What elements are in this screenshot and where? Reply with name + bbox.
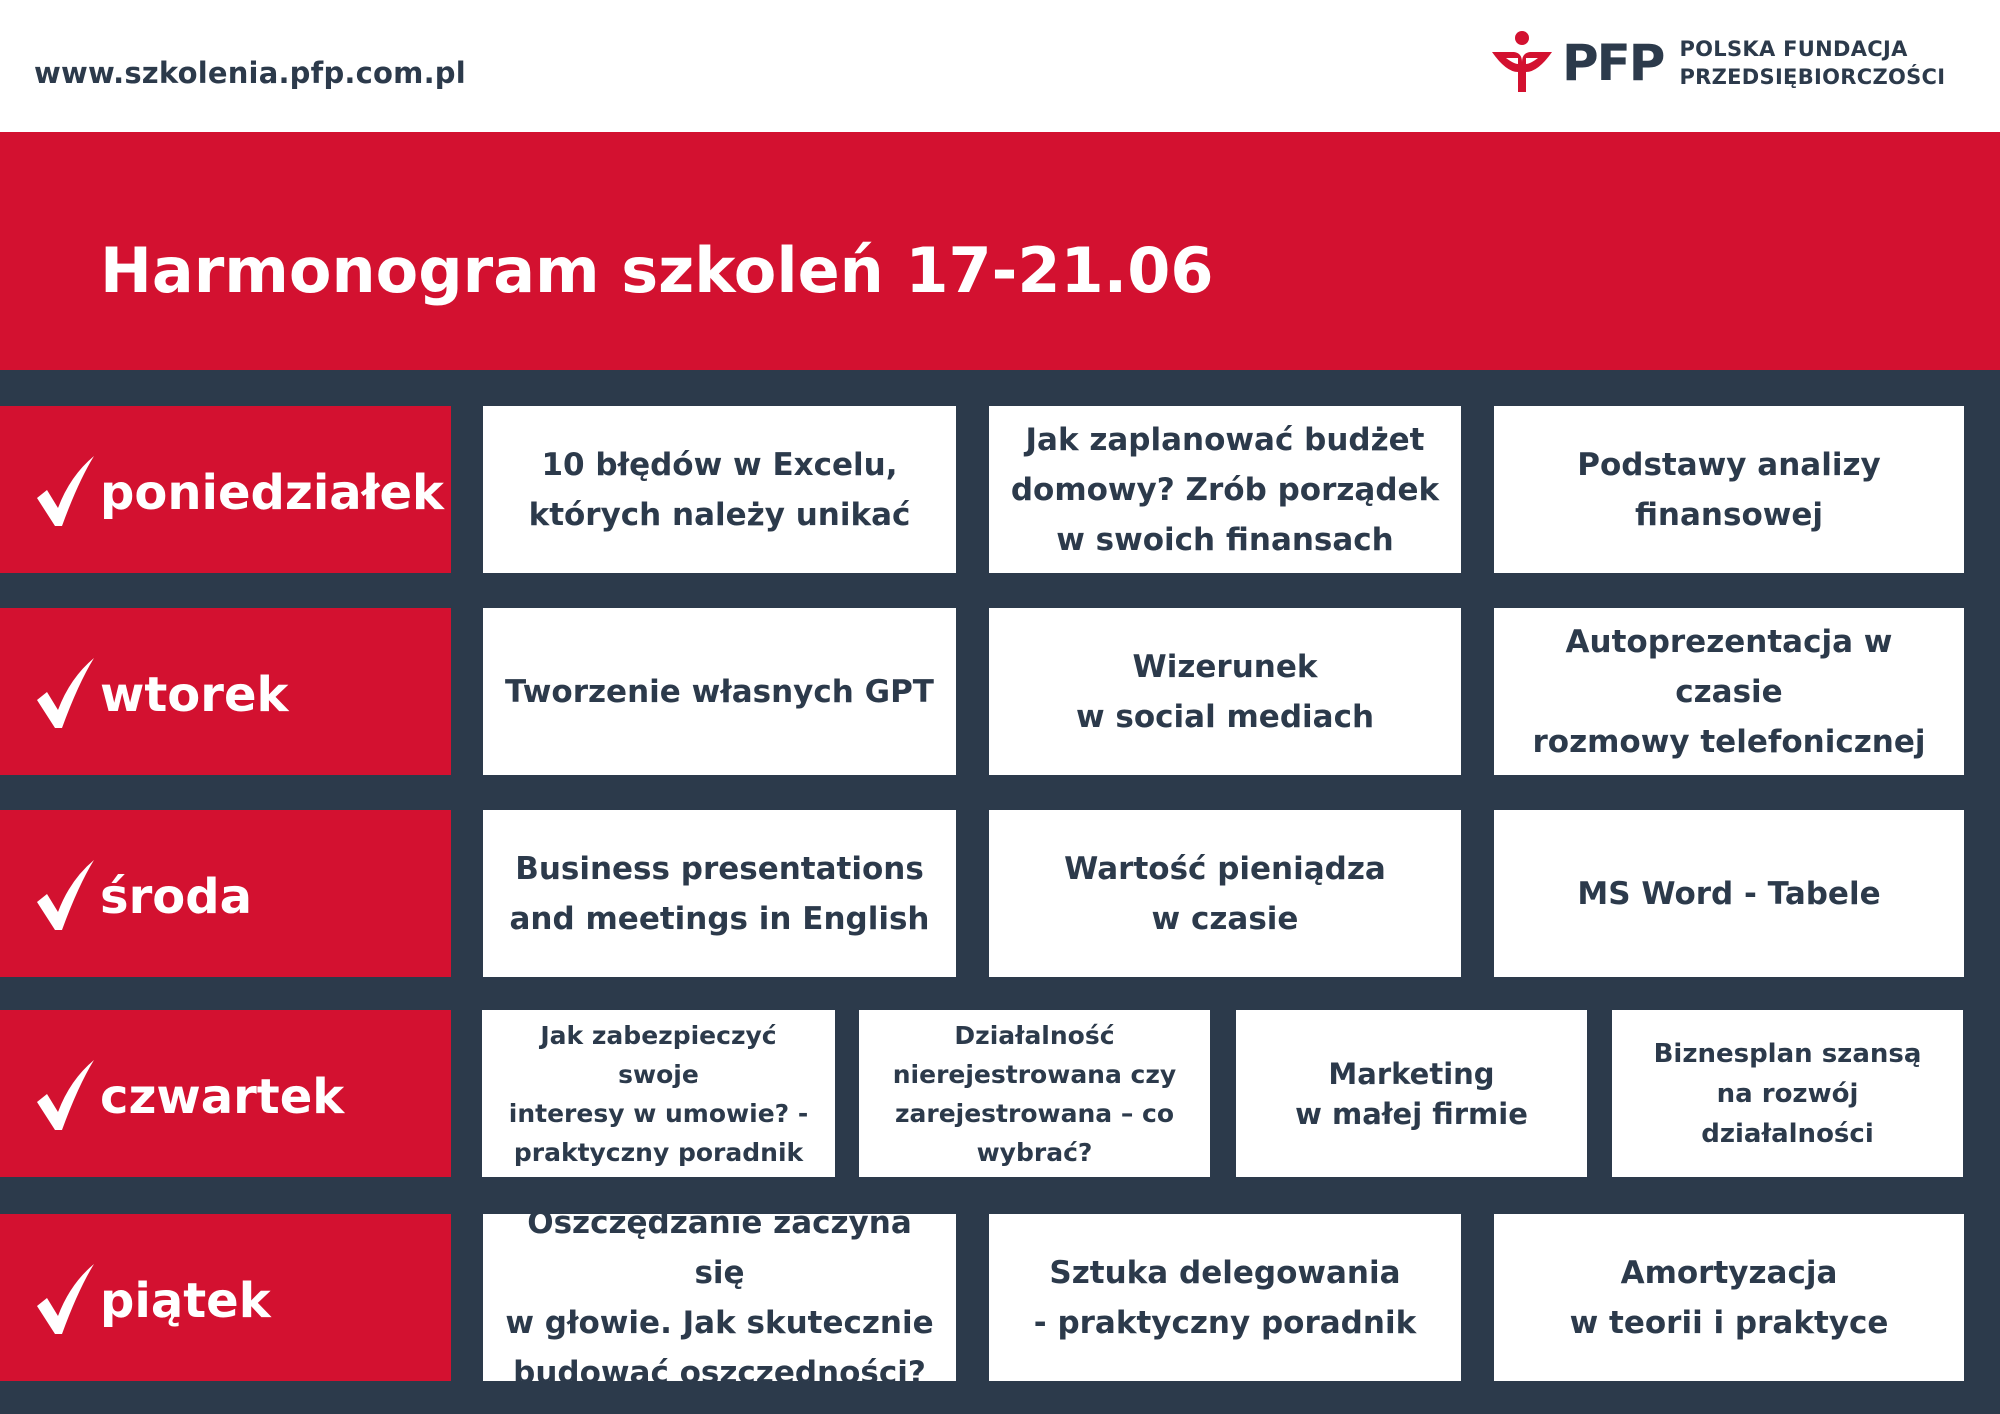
day-label: czwartek <box>100 1068 345 1125</box>
training-card[interactable]: Oszczędzanie zaczyna się w głowie. Jak skutecznie budować oszczędności? <box>483 1214 956 1381</box>
training-card[interactable]: Biznesplan szansą na rozwój działalności <box>1612 1010 1963 1177</box>
day-thursday <box>0 1010 451 1177</box>
website-url[interactable]: www.szkolenia.pfp.com.pl <box>34 56 466 90</box>
logo-wordmark: PFP <box>1562 34 1664 92</box>
logo-subtitle-line1: POLSKA FUNDACJA <box>1679 37 1908 61</box>
training-card[interactable]: Sztuka delegowania - praktyczny poradnik <box>989 1214 1461 1381</box>
day-friday <box>0 1214 451 1381</box>
training-card[interactable]: Autoprezentacja w czasie rozmowy telefonicznej <box>1494 608 1964 775</box>
training-card[interactable]: Wizerunek w social mediach <box>989 608 1461 775</box>
day-label: środa <box>100 868 252 925</box>
checkmark-icon <box>34 654 98 730</box>
pfp-emblem-icon <box>1490 30 1554 96</box>
checkmark-icon <box>34 1056 98 1132</box>
logo-subtitle-line2: PRZEDSIĘBIORCZOŚCI <box>1679 65 1946 89</box>
training-card[interactable]: Business presentations and meetings in English <box>483 810 956 977</box>
training-card[interactable]: Wartość pieniądza w czasie <box>989 810 1461 977</box>
checkmark-icon <box>34 1260 98 1336</box>
day-label: piątek <box>100 1272 271 1329</box>
training-card[interactable]: Amortyzacja w teorii i praktyce <box>1494 1214 1964 1381</box>
training-card[interactable]: MS Word - Tabele <box>1494 810 1964 977</box>
day-tuesday <box>0 608 451 775</box>
logo-subtitle <box>1679 35 1945 91</box>
day-label: wtorek <box>100 666 289 723</box>
header-bar <box>0 0 2000 132</box>
day-label: poniedziałek <box>100 464 444 521</box>
checkmark-icon <box>34 452 98 528</box>
training-card[interactable]: Marketing w małej firmie <box>1236 1010 1587 1177</box>
checkmark-icon <box>34 856 98 932</box>
day-monday <box>0 406 451 573</box>
page-title: Harmonogram szkoleń 17-21.06 <box>100 234 1214 307</box>
pfp-logo <box>1490 28 1945 98</box>
training-card[interactable]: Jak zaplanować budżet domowy? Zrób porządek w swoich finansach <box>989 406 1461 573</box>
training-card[interactable]: 10 błędów w Excelu, których należy unikać <box>483 406 956 573</box>
day-wednesday <box>0 810 451 977</box>
training-card[interactable]: Tworzenie własnych GPT <box>483 608 956 775</box>
training-card[interactable]: Jak zabezpieczyć swoje interesy w umowie? - praktyczny poradnik <box>482 1010 835 1177</box>
training-card[interactable]: Działalność nierejestrowana czy zarejestrowana – co wybrać? <box>859 1010 1210 1177</box>
training-card[interactable]: Podstawy analizy finansowej <box>1494 406 1964 573</box>
title-banner <box>0 132 2000 370</box>
